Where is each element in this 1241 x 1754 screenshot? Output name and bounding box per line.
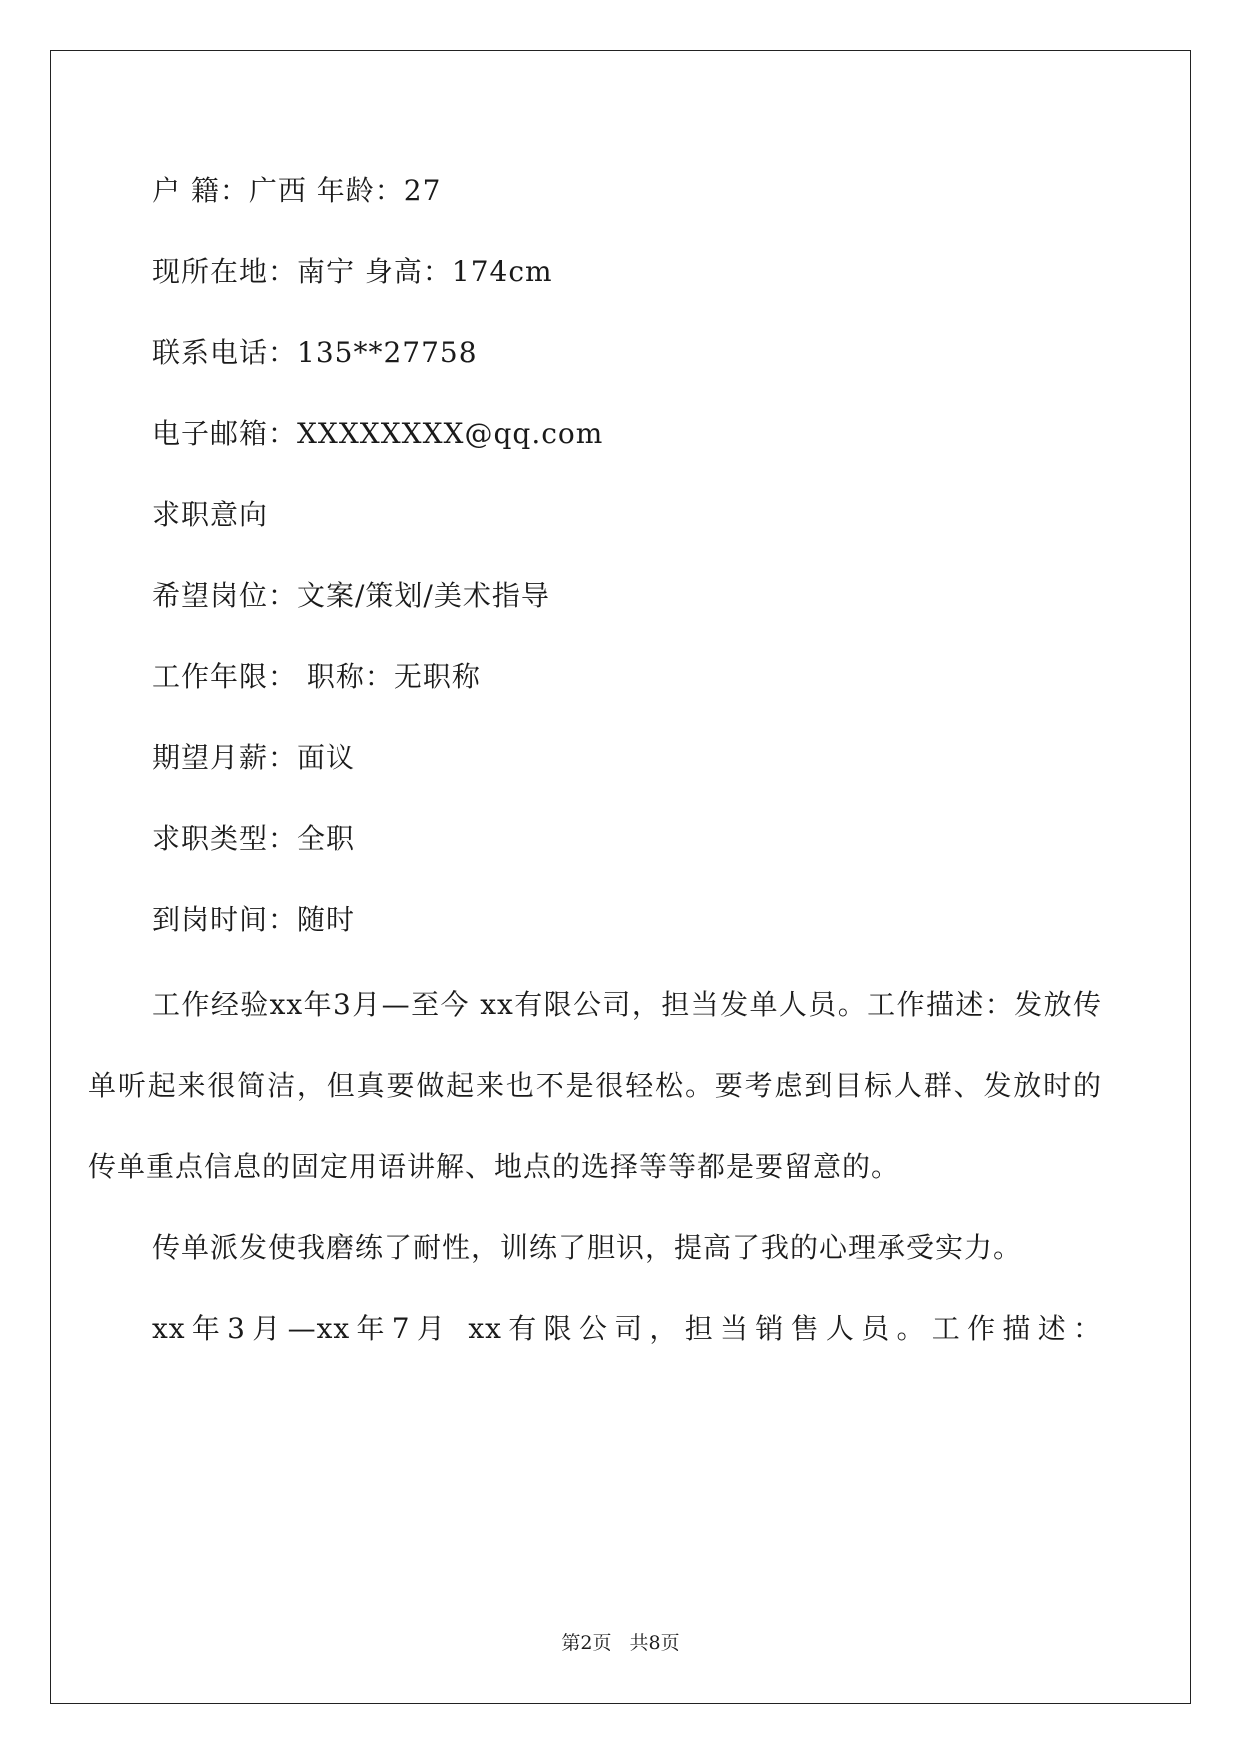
paragraph-work-experience-3: xx年3月—xx年7月 xx有限公司，担当销售人员。工作描述： (152, 1312, 1102, 1345)
info-line-email: 电子邮箱：XXXXXXXX@qq.com (152, 417, 604, 450)
info-line-job-type: 求职类型：全职 (152, 822, 356, 855)
info-line-expected-salary: 期望月薪：面议 (152, 741, 356, 774)
info-line-phone: 联系电话：135**27758 (152, 336, 478, 369)
document-body (88, 166, 1102, 1369)
paragraph-work-experience-2: 传单派发使我磨练了耐性，训练了胆识，提高了我的心理承受实力。 (152, 1231, 1023, 1264)
info-line-hometown-age: 户 籍：广西 年龄：27 (152, 174, 442, 207)
section-heading-job-intention: 求职意向 (152, 498, 269, 531)
page-number-total: 共8页 (629, 1632, 680, 1654)
info-line-location-height: 现所在地：南宁 身高：174cm (152, 255, 553, 288)
info-line-years-title: 工作年限： 职称：无职称 (152, 660, 481, 693)
info-line-start-time: 到岗时间：随时 (152, 903, 356, 936)
page-footer (0, 1628, 1241, 1655)
page-number-current: 第2页 (561, 1632, 612, 1654)
info-line-desired-position: 希望岗位：文案/策划/美术指导 (152, 579, 550, 612)
paragraph-work-experience-1: 工作经验xx年3月—至今 xx有限公司，担当发单人员。工作描述：发放传单听起来很简洁，但真要做起来也不是很轻松。要考虑到目标人群、发放时的传单重点信息的固定用语讲解、地点的选择等等都是要留意的。 (88, 988, 1102, 1183)
